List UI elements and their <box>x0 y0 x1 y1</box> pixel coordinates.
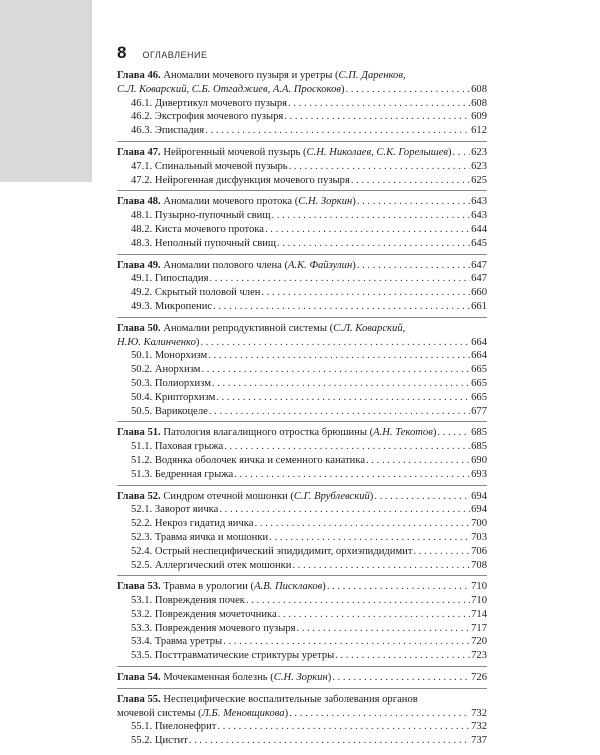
section-title: 49.1. Гипоспадия <box>131 273 209 285</box>
page-ref: 694 <box>471 490 487 502</box>
toc-section[interactable] <box>117 454 487 468</box>
dot-leader <box>289 160 470 174</box>
dot-leader <box>265 223 470 237</box>
page-ref: 625 <box>471 174 487 186</box>
section-title: 52.3. Травма яичка и мошонки <box>131 531 269 543</box>
toc-entry[interactable]: Глава 48. Аномалии мочевого протока (С.Н. Зоркин) . . . 643 <box>117 195 487 209</box>
dot-leader <box>209 272 470 286</box>
page-ref: 660 <box>471 287 487 299</box>
dot-leader <box>223 635 470 649</box>
page-ref: 690 <box>471 454 487 466</box>
toc-section[interactable] <box>117 110 487 124</box>
page-ref: 664 <box>471 350 487 362</box>
toc-section[interactable] <box>117 468 487 482</box>
dot-leader <box>212 377 470 391</box>
chapter-label: Глава 55. <box>117 693 161 705</box>
chapter-authors: Л.Б. Меновщикова <box>201 707 285 719</box>
dot-leader <box>297 622 471 636</box>
chapter-title: Аномалии репродуктивной системы ( <box>163 322 334 334</box>
chapter-authors: А.Н. Текотов <box>373 427 433 439</box>
section-title: 52.1. Заворот яичка <box>131 504 219 516</box>
dot-leader <box>219 503 470 517</box>
toc-section[interactable] <box>117 545 487 559</box>
section-title: 48.1. Пузырно-пупочный свищ <box>131 210 271 222</box>
section-title: 48.3. Неполный пупочный свищ <box>131 237 277 249</box>
section-title: 55.2. Цистит <box>131 735 188 747</box>
dot-leader <box>292 559 470 573</box>
toc-entry[interactable]: Глава 54. Мочекаменная болезнь (С.Н. Зоркин) . . . 726 <box>117 671 487 685</box>
section-title: 50.1. Монорхизм <box>131 350 208 362</box>
toc-entry[interactable]: мочевой системы (Л.Б. Меновщикова) . . . 732 <box>117 707 487 721</box>
chapter-label: Глава 46. <box>117 70 161 81</box>
dot-leader <box>246 594 470 608</box>
dot-leader <box>201 363 470 377</box>
page-ref: 664 <box>471 336 487 348</box>
section-title: 47.1. Спинальный мочевой пузырь <box>131 160 288 172</box>
page-number: 8 <box>117 43 127 62</box>
toc-section[interactable] <box>117 377 487 391</box>
chapter-53 <box>117 580 487 667</box>
dot-leader <box>351 174 470 188</box>
toc-section[interactable] <box>117 594 487 608</box>
page-ref: 677 <box>471 405 487 417</box>
dot-leader <box>269 531 470 545</box>
toc-section[interactable] <box>117 649 487 663</box>
page-ref: 685 <box>471 441 487 453</box>
dot-leader <box>209 405 470 419</box>
chapter-title: Травма в урологии ( <box>163 581 255 593</box>
page-ref: 726 <box>471 672 487 684</box>
dot-leader <box>189 734 470 748</box>
chapter-title: Аномалии мочевого протока ( <box>163 196 299 208</box>
page-ref: 694 <box>471 504 487 516</box>
toc-section[interactable] <box>117 286 487 300</box>
chapter-authors: А.В. Писклаков <box>254 581 323 593</box>
chapter-label: Глава 52. <box>117 490 161 502</box>
section-title: 50.3. Полиорхизм <box>131 377 211 389</box>
chapter-48 <box>117 195 487 254</box>
chapter-authors: С.Н. Зоркин <box>273 672 328 684</box>
toc-section[interactable] <box>117 517 487 531</box>
page-ref: 608 <box>471 83 487 95</box>
chapter-authors: А.К. Файзулин <box>288 259 353 271</box>
page-header <box>117 43 208 63</box>
chapter-51 <box>117 426 487 485</box>
section-title: 49.3. Микропенис <box>131 300 213 312</box>
chapter-title: Неспецифические воспалительные заболевания органов <box>163 693 418 705</box>
toc-section[interactable] <box>117 223 487 237</box>
page-ref: 643 <box>471 210 487 222</box>
section-title: 48.2. Киста мочевого протока <box>131 223 264 235</box>
page-ref: 700 <box>471 518 487 530</box>
toc-entry[interactable]: С.Л. Коварский, С.Б. Отгаджиев, А.А. Проскоков) . . . 608 <box>117 83 487 97</box>
dot-leader <box>335 649 470 663</box>
section-title: 52.5. Аллергический отек мошонки <box>131 559 292 571</box>
toc-section[interactable] <box>117 391 487 405</box>
section-title: 55.1. Пиелонефрит <box>131 721 217 733</box>
chapter-authors: Н.Ю. Калинченко <box>117 336 196 348</box>
page-ref: 737 <box>471 735 487 747</box>
toc-section[interactable] <box>117 405 487 419</box>
chapter-46 <box>117 69 487 142</box>
section-title: 51.1. Паховая грыжа <box>131 441 224 453</box>
section-title: 49.2. Скрытый половой член <box>131 287 261 299</box>
toc-section[interactable] <box>117 209 487 223</box>
page-ref: 685 <box>471 427 487 439</box>
dot-leader <box>332 671 470 685</box>
toc-section[interactable] <box>117 734 487 748</box>
dot-leader <box>261 286 470 300</box>
page-ref: 665 <box>471 377 487 389</box>
toc-section[interactable] <box>117 622 487 636</box>
toc-entry[interactable]: Глава 51. Патология влагалищного отростка брюшины (А.Н. Текотов) . . . 685 <box>117 426 487 440</box>
chapter-55 <box>117 693 487 751</box>
section-title: 51.3. Бедренная грыжа <box>131 468 234 480</box>
toc-entry[interactable]: Глава 52. Синдром отечной мошонки (С.Г. Врублевский) . . . 694 <box>117 490 487 504</box>
toc-section[interactable] <box>117 720 487 734</box>
dot-leader <box>413 545 470 559</box>
chapter-label: Глава 51. <box>117 427 161 439</box>
dot-leader <box>205 124 470 138</box>
dot-leader <box>208 349 470 363</box>
section-title: 53.2. Повреждения мочеточника <box>131 608 277 620</box>
page-ref: 714 <box>471 608 487 620</box>
toc-section[interactable] <box>117 97 487 111</box>
dot-leader <box>224 440 470 454</box>
section-title: 46.1. Дивертикул мочевого пузыря <box>131 97 288 109</box>
page-ref: 645 <box>471 237 487 249</box>
chapter-label: Глава 54. <box>117 672 161 684</box>
chapter-authors: С.Н. Николаев, С.К. Горелышев <box>306 146 449 158</box>
chapter-title: Патология влагалищного отростка брюшины ( <box>163 427 374 439</box>
toc-section[interactable] <box>117 531 487 545</box>
chapter-47 <box>117 146 487 191</box>
dot-leader <box>213 300 470 314</box>
chapter-50 <box>117 322 487 423</box>
page-ref: 609 <box>471 111 487 123</box>
page-ref: 643 <box>471 196 487 208</box>
page-ref: 623 <box>471 160 487 172</box>
chapter-title: мочевой системы ( <box>117 707 202 719</box>
section-title: 53.1. Повреждения почек <box>131 595 245 607</box>
toc-section[interactable] <box>117 237 487 251</box>
page-ref: 706 <box>471 545 487 557</box>
section-title: 53.4. Травма уретры <box>131 636 223 648</box>
page-ref: 710 <box>471 595 487 607</box>
dot-leader <box>327 580 470 594</box>
chapter-52 <box>117 490 487 577</box>
dot-leader <box>277 237 470 251</box>
dot-leader <box>200 336 470 350</box>
toc-entry[interactable]: Н.Ю. Калинченко) . . . 664 <box>117 336 487 350</box>
chapter-title: Синдром отечной мошонки ( <box>163 490 294 502</box>
chapter-authors: С.Л. Коварский, С.Б. Отгаджиев, А.А. Проскоков <box>117 83 342 95</box>
page-ref: 720 <box>471 636 487 648</box>
chapter-title: Мочекаменная болезнь ( <box>163 672 274 684</box>
page-ref: 661 <box>471 300 487 312</box>
chapter-title: Аномалии мочевого пузыря и уретры ( <box>163 70 339 81</box>
dot-leader <box>289 707 470 721</box>
section-title: 50.5. Варикоцеле <box>131 405 208 417</box>
toc-section[interactable] <box>117 635 487 649</box>
toc-section[interactable] <box>117 174 487 188</box>
dot-leader <box>346 83 471 97</box>
page-ref: 612 <box>471 125 487 137</box>
dot-leader <box>216 391 470 405</box>
toc-entry[interactable]: Глава 49. Аномалии полового члена (А.К. Файзулин) . . . 647 <box>117 259 487 273</box>
chapter-label: Глава 53. <box>117 581 161 593</box>
section-title: 51.2. Водянка оболочек яичка и семенного канатика <box>131 454 366 466</box>
chapter-49 <box>117 259 487 318</box>
page-ref: 608 <box>471 97 487 109</box>
table-of-contents <box>117 69 487 755</box>
dot-leader <box>357 259 470 273</box>
toc-section[interactable] <box>117 349 487 363</box>
toc-section[interactable] <box>117 363 487 377</box>
chapter-label: Глава 48. <box>117 196 161 208</box>
dot-leader <box>357 195 470 209</box>
dot-leader <box>366 454 470 468</box>
section-title: 53.3. Повреждения мочевого пузыря <box>131 622 296 634</box>
dot-leader <box>217 720 470 734</box>
page-ref: 647 <box>471 273 487 285</box>
chapter-label: Глава 47. <box>117 146 161 158</box>
section-title: 47.2. Нейрогенная дисфункция мочевого пузыря <box>131 174 350 186</box>
page-ref: 732 <box>471 721 487 733</box>
dot-leader <box>278 608 470 622</box>
page-ref: 708 <box>471 559 487 571</box>
running-head: ОГЛАВЛЕНИЕ <box>142 50 208 60</box>
section-title: 52.4. Острый неспецифический эпидидимит, орхиэпидидимит <box>131 545 413 557</box>
page-ref: 693 <box>471 468 487 480</box>
dot-leader <box>374 490 470 504</box>
section-title: 50.4. Крипторхизм <box>131 391 216 403</box>
toc-section[interactable] <box>117 559 487 573</box>
section-title: 52.2. Некроз гидатид яичка <box>131 518 254 530</box>
toc-section[interactable] <box>117 160 487 174</box>
chapter-title: Нейрогенный мочевой пузырь ( <box>163 146 307 158</box>
toc-section[interactable] <box>117 300 487 314</box>
page-ref: 623 <box>471 146 487 158</box>
chapter-label: Глава 50. <box>117 322 161 334</box>
toc-entry[interactable]: Глава 53. Травма в урологии (А.В. Писклаков) . . . 710 <box>117 580 487 594</box>
page-ref: 710 <box>471 581 487 593</box>
toc-section[interactable] <box>117 503 487 517</box>
chapter-54 <box>117 671 487 689</box>
section-title: 50.2. Анорхизм <box>131 364 201 376</box>
toc-section[interactable] <box>117 124 487 138</box>
page-ref: 703 <box>471 531 487 543</box>
page-ref: 717 <box>471 622 487 634</box>
toc-section[interactable] <box>117 440 487 454</box>
section-title: 46.2. Экстрофия мочевого пузыря <box>131 111 284 123</box>
dot-leader <box>288 97 470 111</box>
section-title: 53.5. Посттравматические стриктуры уретры <box>131 650 335 662</box>
page-ref: 723 <box>471 650 487 662</box>
chapter-authors: С.П. Даренков, <box>338 70 406 81</box>
page-ref: 665 <box>471 364 487 376</box>
chapter-authors: С.Н. Зоркин <box>298 196 353 208</box>
chapter-authors: С.Г. Врублевский <box>293 490 370 502</box>
dot-leader <box>453 146 471 160</box>
dot-leader <box>234 468 470 482</box>
page-ref: 647 <box>471 259 487 271</box>
page-ref: 665 <box>471 391 487 403</box>
toc-section[interactable] <box>117 608 487 622</box>
page-ref: 644 <box>471 223 487 235</box>
page-ref: 732 <box>471 707 487 719</box>
dot-leader <box>272 209 471 223</box>
side-tab-bar <box>0 0 92 182</box>
chapter-label: Глава 49. <box>117 259 161 271</box>
chapter-authors: С.Л. Коварский, <box>333 322 406 334</box>
dot-leader <box>255 517 471 531</box>
dot-leader <box>437 426 470 440</box>
toc-section[interactable] <box>117 272 487 286</box>
dot-leader <box>284 110 470 124</box>
chapter-title: Аномалии полового члена ( <box>163 259 289 271</box>
toc-entry[interactable]: Глава 47. Нейрогенный мочевой пузырь (С.Н. Николаев, С.К. Горелышев) . . . 623 <box>117 146 487 160</box>
section-title: 46.3. Эписпадия <box>131 125 205 137</box>
